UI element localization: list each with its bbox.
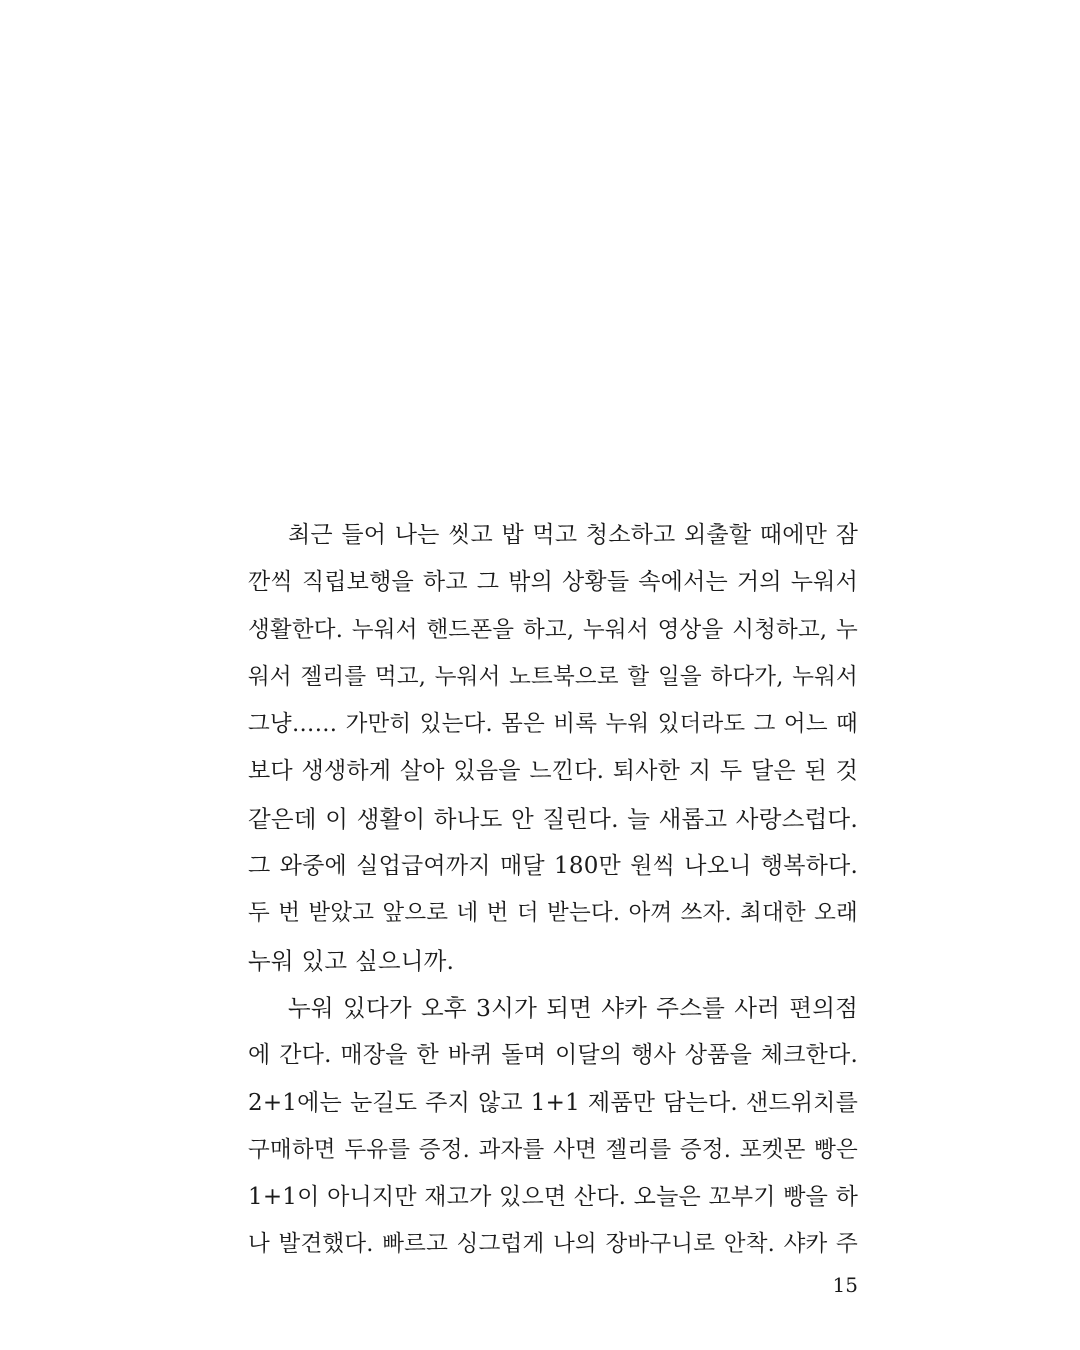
paragraph-2	[248, 985, 858, 1269]
paragraph-1	[248, 512, 858, 985]
page-number: 15	[832, 1273, 858, 1297]
text-line: 구매하면 두유를 증정. 과자를 사면 젤리를 증정. 포켓몬 빵은	[248, 1136, 858, 1163]
text-line: 그냥…… 가만히 있는다. 몸은 비록 누워 있더라도 그 어느 때	[248, 711, 858, 738]
text-line: 생활한다. 누워서 핸드폰을 하고, 누워서 영상을 시청하고, 누	[248, 616, 858, 643]
text-line: 나 발견했다. 빠르고 싱그럽게 나의 장바구니로 안착. 샤카 주	[248, 1231, 858, 1258]
text-line: 누워 있다가 오후 3시가 되면 샤카 주스를 사러 편의점	[288, 993, 858, 1022]
text-line: 누워 있고 싶으니까.	[248, 946, 455, 975]
text-line: 에 간다. 매장을 한 바퀴 돌며 이달의 행사 상품을 체크한다.	[248, 1042, 858, 1069]
text-line: 2+1에는 눈길도 주지 않고 1+1 제품만 담는다. 샌드위치를	[248, 1089, 858, 1116]
text-line: 최근 들어 나는 씻고 밥 먹고 청소하고 외출할 때에만 잠	[288, 522, 858, 548]
text-line: 그 와중에 실업급여까지 매달 180만 원씩 나오니 행복하다.	[248, 853, 858, 880]
body-text	[248, 512, 858, 1269]
text-line: 두 번 받았고 앞으로 네 번 더 받는다. 아껴 쓰자. 최대한 오래	[248, 900, 858, 927]
text-line: 깐씩 직립보행을 하고 그 밖의 상황들 속에서는 거의 누워서	[248, 569, 858, 596]
text-line: 1+1이 아니지만 재고가 있으면 산다. 오늘은 꼬부기 빵을 하	[248, 1184, 858, 1211]
text-line: 보다 생생하게 살아 있음을 느낀다. 퇴사한 지 두 달은 된 것	[248, 758, 858, 785]
text-line: 워서 젤리를 먹고, 누워서 노트북으로 할 일을 하다가, 누워서	[248, 663, 858, 690]
text-line: 같은데 이 생활이 하나도 안 질린다. 늘 새롭고 사랑스럽다.	[248, 804, 858, 833]
